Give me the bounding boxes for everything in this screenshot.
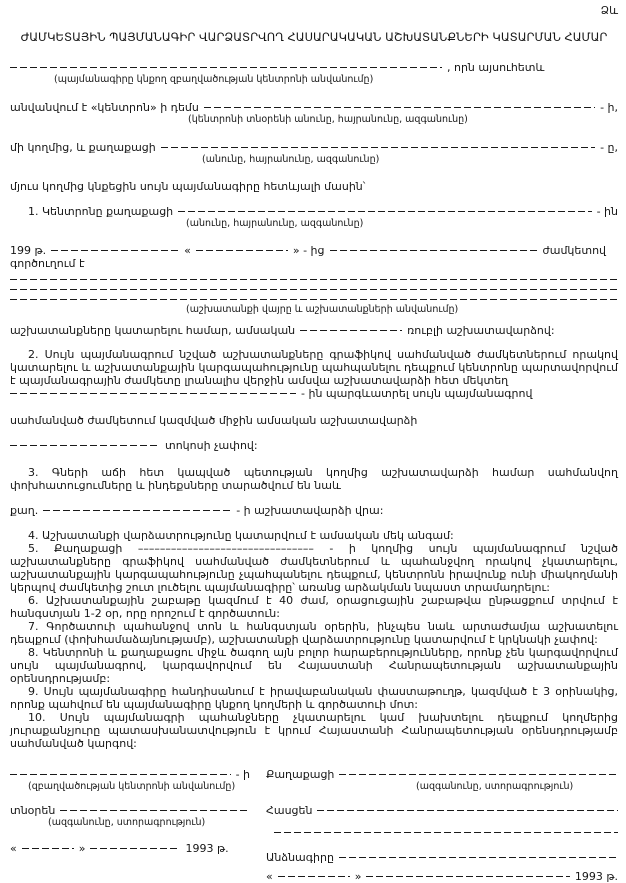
clause3-paragraph: 3. Գների աճի հետ կապված պետության կողմից աշխատավարձի համար սահմանվող փոխհատուցումները և ինդեքսները տարածվում են նաև	[10, 466, 618, 492]
clause-paragraph-5: 5. Քաղաքացի –––––––––––––––––––––––––––––––– - ի կողմից սույն պայմանագրում նշված աշխատանքները գրաֆիկով սահմանված ժամկետներում և պահանջվող որակով չկատարելու, աշխատանքային կարգապահությունը չպահպանելու դեպքում, կենտրոնն իրավունք ունի միակողմանի կերպով ժամկետից շուտ լուծելու պայմանագիրը՝ առանց արձակման նպաստ տրամադրելու:	[10, 542, 618, 594]
director-sign-caption: (ազգանունը, ստորագրություն)	[48, 817, 206, 828]
address-row	[266, 804, 618, 817]
pay-suffix: ռուբլի աշխատավարձով:	[407, 324, 555, 337]
dispatch-line: գործուղում է	[10, 257, 85, 270]
blank-work-line-1	[10, 274, 618, 284]
work-lines-caption: (աշխատանքի վայրը և աշխատանքների անվանումը)	[186, 304, 459, 315]
clause3-row	[10, 504, 618, 517]
clause3-suffix: - ի աշխատավարձի վրա:	[236, 504, 384, 517]
right-date-row	[266, 870, 618, 883]
blank-work-line-3	[10, 294, 618, 304]
percent-row	[10, 439, 618, 452]
clause1-suffix: - ին	[596, 205, 618, 218]
clause-paragraph-9: 9. Սույն պայմանագիրը հանդիսանում է իրավաբանական փաստաթուղթ, կազմված է 3 օրինակից, որոնք պահվում են պայմանագիրը կնքող կողմերի և գործատուի մոտ:	[10, 685, 618, 711]
citizen-label: Քաղաքացի	[266, 768, 335, 781]
right-close-quote: »	[354, 870, 362, 883]
blank-date-1	[51, 245, 179, 254]
blank-percent	[10, 440, 160, 449]
clause1-caption: (անունը, հայրանունը, ազգանունը)	[186, 218, 364, 229]
left-date-row	[10, 842, 250, 855]
term-suffix: ժամկետով	[542, 244, 607, 257]
director-suffix: - ի,	[600, 101, 618, 114]
clause-paragraph-7: 7. Գործատուի պահանջով տոն և հանգստյան օրերին, ինչպես նաև արտաժամյա աշխատելու դեպքում (փոխհամաձայնությամբ), աշխատանքի վարձատրությունը կատարվում է կրկնակի չափով:	[10, 620, 618, 646]
percent-suffix: տոկոսի չափով:	[165, 439, 258, 452]
blank-work-line-2	[10, 284, 618, 294]
pay-prefix: աշխատանքները կատարելու համար, ամսական	[10, 324, 296, 337]
director-label: տնօրեն	[10, 804, 56, 817]
citizen-caption: (անունը, հայրանունը, ազգանունը)	[202, 154, 380, 165]
center-name-suffix: , որն այսուհետև	[447, 61, 545, 74]
signature-left-column	[10, 768, 250, 883]
blank-clause1-name	[178, 206, 591, 215]
blank-center-sign-name	[10, 769, 231, 778]
clause-paragraph-8: 8. Կենտրոնի և քաղաքացու միջև ծագող այն բոլոր հարաբերությունները, որոնք չեն կարգավորվում սույն պայմանագրով, կարգավորվում են Հայաստանի Հանրապետության աշխատանքային օրենսդրությամբ:	[10, 646, 618, 685]
citizen-prefix: մի կողմից, և քաղաքացի	[10, 141, 156, 154]
citizen-sign-row	[266, 768, 618, 781]
reward-suffix: - ին պարգևատրել սույն պայմանագրով	[301, 387, 533, 400]
intro-closing: մյուս կողմից կնքեցին սույն պայմանագիրը հետևյալի մասին՝	[10, 180, 366, 193]
blank-reward-name	[10, 388, 296, 397]
citizen-sign-caption: (ազգանունը, ստորագրություն)	[416, 781, 574, 792]
director-row	[10, 101, 618, 114]
blank-passport	[339, 852, 618, 861]
right-open-quote: «	[266, 870, 273, 883]
document-title: ԺԱՄԿԵՏԱՅԻՆ ՊԱՅՄԱՆԱԳԻՐ ՎԱՐՁԱՏՐՎՈՂ ՀԱՍԱՐԱԿԱԿԱՆ ԱՇԽԱՏԱՆՔՆԵՐԻ ԿԱՏԱՐՄԱՆ ՀԱՄԱՐ	[20, 30, 608, 44]
signature-block	[10, 768, 618, 883]
director-prefix: անվանվում է «կենտրոն» ի դեմս	[10, 101, 199, 114]
clause3-prefix: քաղ.	[10, 504, 39, 517]
blank-citizen-signature	[339, 769, 618, 778]
date-year-label: 199 թ.	[10, 244, 47, 257]
left-open-quote: «	[10, 842, 17, 855]
center-sign-suffix: - ի	[235, 768, 250, 781]
left-close-quote: »	[78, 842, 86, 855]
salary-line: սահմանված ժամկետում կազմված միջին ամսական աշխատավարձի	[10, 414, 418, 427]
clause1-prefix: 1. Կենտրոնը քաղաքացի	[28, 205, 174, 218]
passport-row	[266, 851, 618, 864]
signature-right-column	[250, 768, 618, 883]
center-sign-row	[10, 768, 250, 781]
reward-row	[10, 387, 618, 400]
blank-term	[330, 245, 538, 254]
blank-left-month	[90, 843, 180, 852]
pay-row	[10, 324, 618, 337]
center-name-row	[10, 61, 618, 74]
citizen-suffix: - ը,	[600, 141, 618, 154]
director-sign-row	[10, 804, 250, 817]
blank-citizen-name	[161, 142, 595, 151]
right-year: 1993 թ.	[574, 870, 618, 883]
form-label: Ձև	[600, 4, 618, 17]
clauses-block	[10, 529, 618, 750]
citizen-row	[10, 141, 618, 154]
left-year: 1993 թ.	[185, 842, 229, 855]
passport-label: Անձնագիրը	[266, 851, 334, 864]
clause-paragraph-6: 6. Աշխատանքային շաբաթը կազմում է 40 ժամ, օրացուցային շաբաթվա ընթացքում տրվում է հանգստյան 1-2 օր, որը որոշում է գործատուն:	[10, 594, 618, 620]
clause-paragraph-4: 4. Աշխատանքի վարձատրությունը կատարվում է ամսական մեկ անգամ:	[28, 529, 454, 542]
director-caption: (կենտրոնի տնօրենի անունը, հայրանունը, ազգանունը)	[188, 114, 468, 125]
date-row	[10, 244, 618, 257]
clause1-row	[10, 205, 618, 218]
clause2-paragraph: 2. Սույն պայմանագրում նշված աշխատանքները գրաֆիկով սահմանված ժամկետներում որակով կատարելու և աշխատանքային կարգապահությունը պահպանելու դեպքում կենտրոնը պարտավորվում է պայմանագրային ժամկետը լրանալիս վերջին ամսվա աշխատավարձի հետ մեկտեղ	[10, 348, 618, 387]
blank-left-day	[22, 843, 74, 852]
open-quote: «	[184, 244, 191, 257]
address-label: Հասցեն	[266, 804, 313, 817]
close-quote: » - ից	[292, 244, 325, 257]
blank-address-1	[317, 805, 618, 814]
blank-pay-amount	[300, 325, 402, 334]
center-sign-caption: (զբաղվածության կենտրոնի անվանումը)	[28, 781, 236, 792]
center-name-caption: (պայմանագիրը կնքող զբաղվածության կենտրոնի անվանումը)	[54, 74, 374, 85]
blank-director-name	[204, 102, 595, 111]
blank-center-name	[10, 62, 442, 71]
blank-address-2	[274, 827, 618, 836]
blank-date-2	[196, 245, 288, 254]
clause-paragraph-10: 10. Սույն պայմանագրի պահանջները չկատարելու կամ խախտելու դեպքում կողմերից յուրաքանչյուրը պատասխանատվություն է կրում Հայաստանի Հանրապետության օրենսդրությամբ սահմանված կարգով:	[10, 711, 618, 750]
blank-clause3-name	[43, 505, 231, 514]
blank-director-signature	[60, 805, 250, 814]
address-row-2	[266, 827, 618, 836]
